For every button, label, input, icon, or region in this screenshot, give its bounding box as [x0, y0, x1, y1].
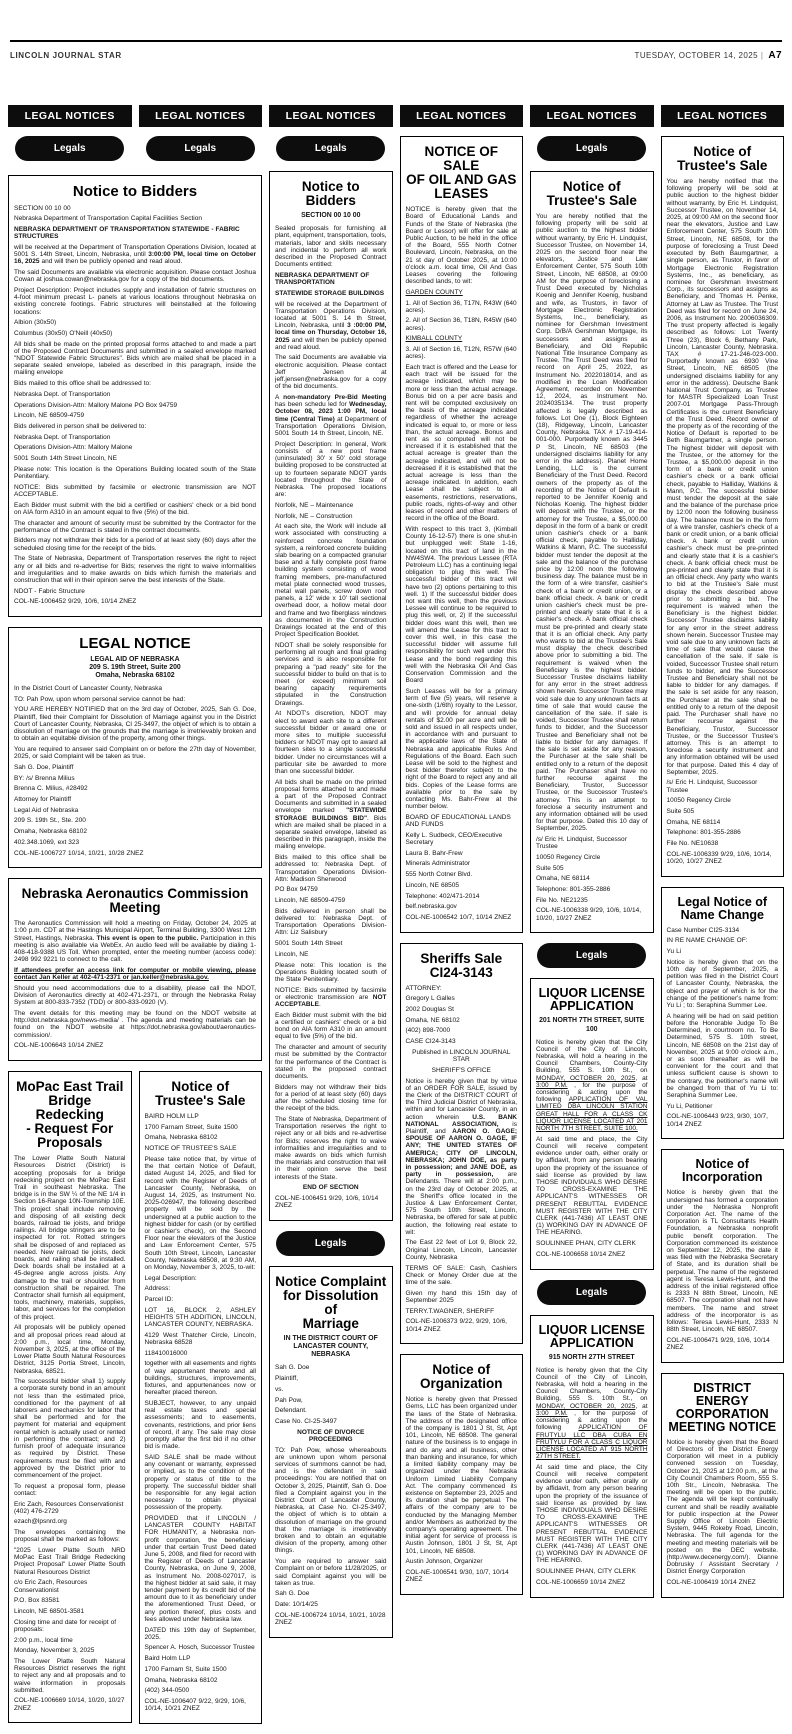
notice-paragraph: Nebraska Department of Transportation Capital Facilities Section	[14, 215, 202, 223]
legals-pill: Legals	[276, 136, 385, 161]
notice-paragraph: Closing time and date for receipt of proposals:	[14, 1618, 117, 1633]
notice-paragraph: You are hereby notified that the following property will be sold at public auction to the highest bidder without warranty, by Eric H. Lindquist, Successor Trustee, on November 14, 2025 on the second floor near the elevators, Justice and Law Enforcement Center, 575 South 10th Street, Lincoln, NE 68508, at 09:00 AM for the purpose of foreclosing a Trust Deed executed by Nicholas Koenig and Jennifer Koenig, husband and wife, as Trustors, in favor of Mortgage Electronic Registration Systems, Inc., beneficiary, as nominee for Gershman Investment Corp. D/B/A Gershman Mortgage, its successors and assigns as Beneficiary, and Old Republic National Title Insurance Company as Trustee. The Trust Deed was filed for record on April 25, 2022, as Instrument No. 2022018014, and as modified in the Loan Modification Agreement, recorded on November 12, 2024, as Instrument No. 2024035134. The trust property affected is legally described as follows. Lot One (1), Block Eighteen (18), Ridgeway, Lincoln, Lancaster County, Nebraska. TAX # 17-19-414-001-000. Purportedly known as 3445 P St, Lincoln, NE 68503 (the undersigned disclaims liability for any error in the address). Planet Home Lending, LLC is the current Beneficiary of the Trust Deed. Record owners of the property as of the recording of the Notice of Default is reported to be Jennifer Koenig and Nicholas Koenig. The highest bidder will deposit with the Trustee, or the attorney for the Trustee, a $5,000.00 deposit in the form of a bank or credit union cashier's check or a bank official check, payable to Halliday, Watkins & Mann, P.C. The successful bidder must tender the deposit at the sale and the balance of the purchase price by 12:00 noon the following business day. The balance must be in the form of a wire transfer, cashier's check of a bank or credit union, or a bank official check. A bank or credit union cashier's check must be pre-printed and clearly state that it is a cashier's check. A bank official check must be pre-printed and clearly state that it is an official check. Any party who wants to bid at the Trustee's Sale must display the check described above prior to submitting a bid. The requirement is waived when the Beneficiary is the highest bidder. Successor Trustee disclaims liability for any error in the street address shown herein. Successor Trustee may void sale due to any unknown facts at time of sale that would cause the cancellation of the sale. If sale is voided, Successor Trustee shall return funds to bidder, and the Successor Trustee and Beneficiary shall not be liable to bidder for any damages. If the sale is set aside for any reason, the Purchaser at the sale shall be entitled only to a return of the deposit paid. The Purchaser shall have no further recourse against the Beneficiary, Trustor, Successor Trustee, or the Successor Trustee's attorney. This is an attempt to foreclose a security instrument and any information obtained will be used for that purpose. Dated this 10 day of September, 2025.	[536, 213, 648, 833]
trustees-sale-baumgartner	[661, 136, 785, 877]
newspaper-page	[0, 40, 792, 1734]
notice-paragraph: The event details for this meeting may be found on the NDOT website at http://dot.nebraska.gov/news-media/ . The agenda and meeting materials can be found on the NDOT website at https://dot.nebraska.gov/about/aeronautics-commission/.	[14, 1010, 256, 1039]
notice-subtitle: 915 NORTH 27TH STREET	[548, 1353, 635, 1361]
notice-paragraph: Albion (30x50)	[14, 319, 57, 327]
dateline	[635, 50, 782, 61]
notice-paragraph: 402.348.1069, ext 323	[14, 838, 80, 846]
notice-paragraph: Pah Pow,	[275, 1396, 303, 1404]
notice-paragraph: Omaha, NE 68102	[405, 1016, 460, 1024]
notice-paragraph: SUBJECT, however, to any unpaid real estate taxes and special assessments; and to easements, covenants, restrictions, and prior liens of record, if any. The sale may close promptly after the first bid if no other bid is made.	[144, 1399, 256, 1451]
notice-paragraph: A hearing will be had on said petition before the Honorable Judge To Be Determined, in courtroom no. To Be Determined, 575 S. 10th street, Lincoln, NE 68508 on the 21st day of November, 2025 at 9:00 o'clock a.m., or as soon thereafter as will be convenient for the court and that unless sufficient cause is shown to the contrary, the petitioner's name will be changed from that of Yu Li to: Seraphina Summer Lee.	[666, 1012, 778, 1100]
notice-paragraph: 2. All of Section 36, T18N, R45W (640 acres).	[405, 317, 517, 332]
notice-paragraph: Parcel ID:	[144, 1296, 174, 1304]
notice-title: Legal Notice of Name Change	[677, 894, 768, 922]
legal-notice-dissolution	[8, 627, 262, 868]
notice-paragraph: ATTORNEY:	[405, 984, 442, 992]
notice-paragraph: 4129 West Thatcher Circle, Lincoln, Nebraska 68528	[144, 1331, 256, 1347]
notice-to-bidders-storage-buildings	[269, 171, 393, 1221]
notice-paragraph: 1700 Farnam Street, Suite 1500	[144, 1123, 238, 1131]
notice-paragraph: NEBRASKA DEPARTMENT OF TRANSPORTATION	[275, 271, 370, 287]
notice-paragraph: To request a proposal form, please contact:	[14, 1482, 126, 1497]
notice-paragraph: NOTICE OF TRUSTEE'S SALE	[144, 1145, 237, 1153]
notice-paragraph: Nebraska Dept. of Transportation	[14, 433, 111, 441]
notice-paragraph: Omaha, NE 68114	[536, 875, 590, 883]
pill-row	[8, 136, 262, 171]
notice-paragraph: Yu Li, Petitioner	[666, 1102, 713, 1110]
notice-title: DISTRICT ENERGY CORPORATION MEETING NOTICE	[668, 1380, 777, 1434]
legals-pill: Legals	[15, 136, 124, 161]
notice-paragraph: Operations Division-Attn: Mallory Malone	[14, 444, 133, 452]
notice-of-incorporation	[661, 1149, 785, 1362]
liquor-license-201-n-7th	[530, 978, 654, 1269]
notice-paragraph: Each Bidder must submit with the bid a certified or cashiers' check or a bid bond on AIA form A310 in an amount equal to five (5%) of the bid.	[275, 1011, 387, 1041]
notice-title: Notice of Trustee's Sale	[546, 179, 637, 209]
notice-paragraph: Omaha, Nebraska 68102	[144, 1676, 218, 1684]
notice-title: LIQUOR LICENSE APPLICATION	[538, 1322, 645, 1350]
notice-paragraph: TERMS OF SALE: Cash, Cashiers Check or Money Order due at the time of the sale.	[405, 1264, 517, 1286]
notice-paragraph: NDOT shall be solely responsible for performing all rough and final grading services and is also responsible for preparing a "pad ready" site for the successful bidder to build on that is to meet (or exceed) minimum soil bearing capacity requirements stipulated in the Construction Drawings.	[275, 641, 387, 707]
notice-paragraph: All bids shall be made on the printed proposal forms attached to and made a part of the Proposed Contract Documents and submitted in a sealed envelope marked "NDOT Statewide Fabric Structures". Bids which are mailed shall be placed in a separate sealed envelope, labeled as described in this paragraph, inside the mailing envelope	[14, 340, 256, 377]
notice-to-bidders-fabric-structures	[8, 175, 262, 617]
notice-paragraph: 2:00 p.m., local time	[14, 1636, 73, 1644]
notice-title: Notice of Incorporation	[681, 1157, 763, 1185]
notice-paragraph: Sah G. Doe	[275, 1590, 310, 1598]
notice-paragraph: Notice is hereby given that the City Council of the City of Lincoln, Nebraska, will hold a hearing in the Council Chambers, County-City Building, 555 S. 10th St., on MONDAY, OCTOBER 20, 2025, at 3:00 P.M. , for the purpose of considering & acting upon the following APPLICATION OF FRUTYLU LLC DBA CUBA EN FRUTYLU FOR A CLASS C LIQUOR LICENSE LOCATED AT 915 NORTH 27TH STREET.	[536, 1366, 648, 1461]
notice-paragraph: Monday, November 3, 2025	[14, 1647, 95, 1655]
notice-paragraph: KIMBALL COUNTY	[405, 335, 463, 343]
notice-paragraph: Please note: This location is the Operations Building located south of the State Penitentiary.	[275, 961, 387, 983]
notice-title: Notice Complaint for Dissolution of Marriage	[275, 1273, 387, 1331]
legal-notices-banner: LEGAL NOTICES	[269, 105, 393, 127]
legal-notices-banner: LEGAL NOTICES	[139, 105, 263, 127]
notice-paragraph: TERRY.T.WAGNER, SHERIFF	[405, 1307, 495, 1315]
notice-complaint-dissolution-marriage	[269, 1266, 393, 1638]
notice-paragraph: COL-NE-1006724 10/14, 10/21, 10/28 ZNEZ	[275, 1611, 386, 1627]
notice-subtitle: IN THE DISTRICT COURT OF LANCASTER COUNTY, NEBRASKA	[283, 1335, 378, 1359]
notice-paragraph: Eric Zach, Resources Conservationist (402) 476-2729	[14, 1500, 124, 1515]
notice-paragraph: Lincoln, NE 68505	[405, 881, 460, 889]
notice-paragraph: In the District Court of Lancaster County, Nebraska	[14, 685, 162, 693]
trustees-sale-baird-holm	[139, 1071, 263, 1724]
notice-subtitle: SECTION 00 10 00	[301, 212, 361, 220]
notice-paragraph: Lincoln, NE 68509-4759	[14, 412, 85, 420]
notice-paragraph: Published in LINCOLN JOURNAL STAR	[412, 1048, 511, 1064]
notice-paragraph: Sah G. Doe, Plaintiff	[14, 763, 74, 771]
notice-title: LEGAL NOTICE	[79, 635, 191, 653]
notice-paragraph: Defendant.	[275, 1407, 307, 1415]
notice-paragraph: Bids delivered in person shall be delivered to:	[14, 422, 147, 430]
notice-paragraph: Omaha, Nebraska 68102	[144, 1134, 218, 1142]
notice-paragraph: The said Documents are available via electronic acquisition. Please contact Jeff Jensen at jeff.jensen@nebraska.gov for a copy of the bid documents.	[275, 354, 387, 391]
notice-paragraph: Kelly L. Sudbeck, CEO/Executive Secretary	[405, 831, 503, 846]
notice-subtitle: 201 NORTH 7TH STREET, SUITE 100	[539, 1017, 645, 1033]
legals-pill: Legals	[537, 943, 646, 968]
notice-paragraph: STATEWIDE STORAGE BUILDINGS	[275, 289, 385, 297]
notice-title: Notice of Trustee's Sale	[677, 144, 768, 174]
notice-paragraph: At said time and place, the City Council will receive competent evidence under oath, either orally or by affidavit, from any person bearing upon the propriety of the issuance of said license as provided by law. THOSE INDIVIDUALS WHO DESIRE TO CROSS-EXAMINE THE APPLICANT'S WITNESSES OR PRESENT REBUTTAL EVIDENCE MUST REGISTER WITH THE CITY CLERK (441-7436) AT LEAST ONE (1) WORKING DAY IN ADVANCE OF THE HEARING.	[536, 1135, 648, 1237]
notice-paragraph: Brenna C. Milius, #28492	[14, 785, 88, 793]
notice-paragraph: You are required to answer said Complaint on or before 11/28/2025, or said Complaint against you will be taken as true.	[275, 1558, 387, 1587]
notice-paragraph: will be received at the Department of Transportation Operations Division, located at 5001 S. 14 th Street, Lincoln, Nebraska, until 3 :00:00 PM, local time on Thursday, October 16, 2025 and will then be publicly opened and read aloud.	[275, 300, 387, 351]
notice-paragraph: together with all easements and rights of way appurtenant thereto and all buildings, structures, improvements, fixtures, and appurtenances now or hereafter placed thereon.	[144, 1360, 256, 1397]
notice-paragraph: SOULINNEE PHAN, CITY CLERK	[536, 1568, 636, 1576]
notice-paragraph: 1. All of Section 36, T17N, R43W (640 acres).	[405, 299, 517, 314]
header-separator: |	[760, 51, 764, 60]
notice-of-organization	[400, 1354, 524, 1595]
notice-paragraph: COL-NE-1006658 10/14 ZNEZ	[536, 1250, 626, 1258]
notice-paragraph: 209 S. 19th St., Ste. 200	[14, 817, 86, 825]
notice-paragraph: Bids delivered in person shall be delivered to: Nebraska Dept. of Transportation Operations Division-Attn: Liz Salisbury	[275, 907, 387, 937]
page-number: A7	[768, 50, 782, 61]
notice-title: MoPac East Trail Bridge Redecking - Request For Proposals	[16, 1079, 124, 1151]
notice-paragraph: COL-NE-1006419 10/14 ZNEZ	[666, 1579, 756, 1587]
mopac-bridge-redecking-rfp	[8, 1071, 132, 1723]
notice-paragraph: SECTION 00 10 00	[14, 204, 71, 212]
legal-notices-grid	[0, 105, 792, 1734]
notice-paragraph: 10050 Regency Circle	[666, 797, 731, 805]
notice-paragraph: Suite 505	[536, 864, 564, 872]
notice-paragraph: Please take notice that, by virtue of the that certain Notice of Default, dated August 14, 2025, and filed for record with the Register of Deeds of Lancaster County, Nebraska, on August 14, 2025, as Instrument No. 2025-026947, the following described property will be sold by the undersigned at a public auction to the highest bidder for cash (or by certified or cashier's check), on the Second Floor near the elevators of the Justice and Law Enforcement Center, 575 South 10th Street, Lincoln, Lancaster County, Nebraska 68508, at 9:30 AM, on Monday, November 3, 2025, to-wit:	[144, 1155, 256, 1271]
notice-paragraph: 2002 Douglas St	[405, 1006, 454, 1014]
notice-paragraph: Omaha, NE 68114	[666, 818, 721, 826]
notice-paragraph: The East 22 feet of Lot 9, Block 22, Original Lincoln, Lincoln, Lancaster County, Nebraska	[405, 1239, 517, 1261]
notice-paragraph: File No. NE10638	[666, 840, 719, 848]
notice-paragraph: Telephone: 801-355-2886	[536, 886, 611, 894]
notice-paragraph: Notice is hereby given that the City Council of the City of Lincoln, Nebraska, will hold a hearing in the Council Chambers, County-City Building, 555 S. 10th St., on MONDAY, OCTOBER 20, 2025, at 3:00 P.M. , for the purpose of considering & acting upon the following APPLICATION OF VAL LIMITED DBA LINCOLN STATION GREAT HALL FOR A CLASS CK LIQUOR LICENSE LOCATED AT 201 NORTH 7TH STREET, SUITE 100.	[536, 1038, 648, 1133]
legal-notice-name-change	[661, 887, 785, 1140]
notice-paragraph: The said Documents are available via electronic acquisition. Please contact Joshua Cowan at joshua.cowan@nebraska.gov for a copy of the bid documents.	[14, 269, 256, 284]
notice-paragraph: A non-mandatory Pre-Bid Meeting has been schedu led for Wednesday, October 08, 2023 1:00 PM, local time (Central Time) at Department of Transportation Operations Division, 5001 South 14 th Street, Lincoln, NE.	[275, 393, 387, 437]
notice-paragraph: Plaintiff,	[275, 1375, 299, 1383]
notice-paragraph: Sealed proposals for furnishing all plant, equipment, transportation, tools, materials, labor and skills necessary and incidental to perform all work described in the Proposed Contract Documents entitled:	[275, 225, 387, 269]
notice-paragraph: COL-NE-1006541 9/30, 10/7, 10/14 ZNEZ	[405, 1568, 509, 1584]
notice-paragraph: Bidders may not withdraw their bids for a period of at least sixty (60) days after the scheduled closing time for the receipt of the bids.	[275, 1083, 387, 1113]
notice-paragraph: Bids mailed to this office shall be addressed to: Nebraska Dept. of Transportation Operations Division-Attn: Madison Sherwood	[275, 854, 387, 883]
notice-paragraph: Norfolk, NE – Construction	[275, 512, 353, 520]
notice-paragraph: Austin Johnson, Organizer	[405, 1558, 483, 1566]
notice-paragraph: Each Bidder must submit with the bid a certified or cashiers' check or a bid bond on AIA form A310 in an amount equal to five (5%) of the bid.	[14, 501, 256, 516]
notice-paragraph: will be received at the Department of Transportation Operations Division, located at 5001 S. 14th Street, Lincoln, Nebraska, until 3:00:00 PM, local time on October 16, 2025 and will then be publicly opened and read aloud.	[14, 243, 256, 266]
notice-paragraph: TO: Pah Pow, upon whom personal service cannot be had:	[14, 695, 186, 703]
notice-paragraph: COL-NE-1006542 10/7, 10/14 ZNEZ	[405, 913, 512, 921]
column-6	[661, 136, 785, 1608]
notice-paragraph: 10050 Regency Circle	[536, 853, 601, 861]
notice-title: Notice to Bidders	[301, 179, 360, 209]
notice-paragraph: The successful bidder shall 1) supply a corporate surety bond in an amount not less than the estimated price, conditioned for the payment of all laborers and mechanics for labor that shall be performed and for the payment for material and equipment rental which is actually used or rented in performing the contract; and 2) furnish proof of adequate insurance as required by District. These requirements must be filed with and approved by the District prior to commencement of the project.	[14, 1378, 126, 1479]
notice-paragraph: Bidders may not withdraw their bids for a period of at least sixty (60) days after the scheduled closing time for the receipt of the bids.	[14, 537, 256, 552]
notice-paragraph: c/o Eric Zach, Resources Conservationist	[14, 1579, 88, 1594]
notice-paragraph: Date: 10/14/25	[275, 1601, 318, 1609]
notice-paragraph: COL-NE-1006659 10/14 ZNEZ	[536, 1578, 626, 1586]
notice-paragraph: COL-NE-1006727 10/14, 10/21, 10/28 ZNEZ	[14, 849, 144, 857]
notice-paragraph: Notice is hereby given that Pressed Gems, LLC has been organized under the laws of the State of Nebraska. The address of the designated office of the company is 1801 J St, St, Apt 101, Lincoln, NE 68508. The general nature of the business is to engage in and do any and all business, other than banking and insurance, for which a limited liability company may be organized under the Nebraska Uniform Limited Liability Company Act. The company commenced its existence on September 23, 2025 and its duration shall be perpetual. The affairs of the company are to be conducted by the Managing Member and/or Members as authorized by the company's operating agreement. The initial agent for service of process is Austin Johnson, 1801 J St, St, Apt 101, Lincoln, NE 68508.	[405, 1396, 517, 1555]
notice-paragraph: Should you need accommodations due to a disability, please call the NDOT, Division of Aeronautics directly at 402-471-2371, or through the Nebraska Relay System at 800-833-7352 (TDD) or 800-833-0920 (V).	[14, 984, 256, 1007]
notice-paragraph: Project Description: Project includes supply and installation of fabric structures on 4-foot minimum precast L- panels at various locations throughout Nebraska on existing concrete footings. Fabric structures will beinstalled at the following locations:	[14, 286, 256, 316]
notice-paragraph: All bids shall be made on the printed proposal forms attached to and made a part of the Proposed Contract Documents and submitted in a sealed envelope marked "STATEWIDE STORAGE BUILDINGS BID". Bids which are mailed shall be placed in a separate sealed envelope, labeled as described in this paragraph, inside the mailing envelope.	[275, 778, 387, 851]
legals-pill: Legals	[146, 136, 255, 161]
column-5	[530, 136, 654, 1608]
notice-paragraph: COL-NE-1006373 9/22, 9/29, 10/6, 10/14 ZNEZ	[405, 1318, 507, 1333]
aeronautics-commission-meeting	[8, 878, 262, 1061]
notice-paragraph: Lincoln, NE 68509-4759	[275, 897, 346, 905]
notice-paragraph: All proposals will be publicly opened and all proposal prices read aloud at 2:00 p.m., local time, Monday, November 3, 2025, at the office of the Lower Platte South Natural Resources District, 3125 Portia Street, Lincoln, Nebraska, 68521.	[14, 1324, 126, 1375]
notice-paragraph: At said time and place, the City Council will receive competent evidence under oath, either orally or by affidavit, from any person bearing upon the propriety of the issuance of said license as provided by law. THOSE INDIVIDUALS WHO DESIRE TO CROSS-EXAMINE THE APPLICANT'S WITNESSES OR PRESENT REBUTTAL EVIDENCE MUST REGISTER WITH THE CITY CLERK (441-7436) AT LEAST ONE (1) WORKING DAY IN ADVANCE OF THE HEARING.	[536, 1463, 648, 1565]
column-4	[400, 136, 524, 1605]
notice-paragraph: File No. NE21235	[536, 896, 588, 904]
notice-paragraph: At each site, the Work will include all work associated with constructing a reinforced concrete foundation system, a reinforced concrete building slab bearing on a compacted granular base and a fully complete post frame building system consisting of wood framing members, pre-manufactured metal plate connected wood trusses, metal wall panels, screw down roof panels, a 12' wide x 10' tall sectional overhead door, a hollow metal door and frame and two fiberglass windows as documented in the Construction Drawings located at the end of this Project Specification Booklet.	[275, 523, 387, 639]
notice-paragraph: Given my hand this 15th day of September 2025	[405, 1289, 517, 1304]
notice-paragraph: NOTICE OF DIVORCE PROCEEDING	[297, 1428, 365, 1443]
notice-title: Notice of Organization	[419, 1362, 503, 1392]
notice-paragraph: With respect to this tract 3, (Kimball County 16-12-57) there is one shut-in but unplugged well: State 1-16, located on this tract of land in the NW4SW4. The previous Lessee (RTA Petroleum LLC) has a continuing legal obligation to plug this well. The successful bidder of this tract will have two (2) options pertaining to this well. 1) If the successful bidder does not want this well, then the previous Lessee will continue to be required to plug this well, or, 2) If the successful bidder does want this well, then we will amend the Lease for this tract to cover this well, in this case the successful bidder will assume full responsibility for such well under this Lease and the bond regarding this well with the Nebraska Oil And Gas Conservation Commission and the Board	[405, 525, 517, 685]
legal-notices-banner: LEGAL NOTICES	[661, 105, 785, 127]
notice-paragraph: vs.	[275, 1385, 284, 1393]
columns-1-2	[8, 136, 262, 1734]
notice-paragraph: (402) 344-0500	[144, 1687, 190, 1695]
notice-paragraph: COL-NE-1006443 9/23, 9/30, 10/7, 10/14 ZNEZ	[666, 1113, 768, 1128]
notice-paragraph: ezach@lpsnrd.org	[14, 1518, 67, 1526]
notice-paragraph: Telephone: 801-355-2886	[666, 829, 741, 837]
column-3	[269, 136, 393, 1648]
notice-paragraph: You are required to answer said Complaint on or before the 27th day of November, 2025, or said Complaint will be taken as true.	[14, 745, 256, 761]
notice-title: LIQUOR LICENSE APPLICATION	[538, 986, 645, 1014]
notice-paragraph: NDOT - Fabric Structure	[14, 587, 85, 595]
notice-paragraph: Each tract is offered and the Lease for each tract will be issued for the acreage indicated, which may be more or less than the actual acreage. Bonus bid on a per acre basis and rent will be computed exclusively on the basis of the acreage indicated regardless of whether the acreage indicated is equal to, or more or less than, the actual acreage. Bonus and rent as so computed will not be increased if it is established that the actual acreage is greater than the acreage indicated, and will not be decreased if it is established that the actual acreage is less than the acreage indicated. In addition, each Lease shall be subject to all easements, restrictions, reservations, public roads, rights-of-way and other leases of record and other matters of record in the office of the Board.	[405, 363, 517, 523]
notice-paragraph: Columbus (30x50) O'Neill (40x50)	[14, 329, 113, 337]
notice-paragraph: /s/ Eric H. Lindquist, Successor Trustee	[536, 836, 627, 851]
notice-paragraph: COL-NE-1006669 10/14, 10/20, 10/27 ZNEZ	[14, 1697, 125, 1712]
notice-paragraph: Bids mailed to this office shall be addressed to:	[14, 380, 151, 388]
notice-title: Notice of Trustee's Sale	[155, 1079, 246, 1109]
notice-paragraph: Sah G. Doe	[275, 1364, 310, 1372]
notice-paragraph: Notice is hereby given that by virtue of an ORDER FOR SALE, issued by the Clerk of the DISTRICT COURT of the Third Judicial District of Nebraska, within and for Lancaster County, in an action wherein U.S. BANK NATIONAL ASSOCIATION, is Plaintiff, and AARON O. GAGE; SPOUSE OF AARON O. GAGE, IF ANY; THE UNITED STATES OF AMERICA; CITY OF LINCOLN, NEBRASKA; JOHN DOE, as party in possession; and JANE DOE, as party in possession, are Defendants. There will at 2:00 p.m., on the 23rd day of October 2025, at the Sheriff's office located in the Justice & Law Enforcement Center, 575 South 10th Street, Lincoln, Nebraska, be offered for sale at public auction, the following real estate to wit:	[405, 1077, 517, 1236]
masthead-row	[0, 42, 792, 61]
legal-notices-banner: LEGAL NOTICES	[530, 105, 654, 127]
notice-paragraph: BAIRD HOLM LLP	[144, 1113, 199, 1121]
notice-paragraph: BY: /s/ Brenna Milius	[14, 774, 75, 782]
notice-paragraph: Project Description: In general, Work consists of a new post frame (uninsulated) 30' x 50' cold storage building proposed to be constructed at up to fourteen separate NDOT yards located throughout the State of Nebraska. The proposed locations are:	[275, 440, 387, 499]
district-energy-meeting-notice	[661, 1373, 785, 1598]
notice-paragraph: The character and amount of security must be submitted by the Contractor for the performance of the Contract is stated in the proposed contract documents.	[275, 1044, 387, 1080]
notice-paragraph: 118410016000	[144, 1349, 188, 1357]
notice-paragraph: Lincoln, NE 68501-3581	[14, 1607, 85, 1615]
sheriffs-sale-ci24-3143	[400, 943, 524, 1345]
notice-title: NOTICE OF SALE OF OIL AND GAS LEASES	[406, 144, 517, 202]
notice-paragraph: SOULINNEE PHAN, CITY CLERK	[536, 1240, 636, 1248]
notice-paragraph: 5001 South 14th Street Lincoln, NE	[14, 455, 117, 463]
notice-paragraph: Attorney for Plaintiff	[14, 795, 72, 803]
bottom-split-row	[8, 1071, 262, 1734]
notice-paragraph: END OF SECTION	[302, 1184, 359, 1192]
notice-paragraph: DATED this 19th day of September, 2025.	[144, 1626, 256, 1641]
notice-paragraph: Please note: This location is the Operations Building located south of the State Penitentiary.	[14, 465, 256, 480]
notice-paragraph: GARDEN COUNTY	[405, 288, 463, 296]
notice-paragraph: TO: Pah Pow, whose whereabouts are unknown upon whom personal services of summons cannot be had, and is the defendant in said proceedings: You are notified that on October 3, 2025, Plaintiff, Sah G. Doe filed a Complaint against you in the District Court of Lancaster County, Nebraska, at Case No. CI-25-3497, the object of which is to obtain a dissolution of marriage on the ground that the marriage is irretrievably broken and to obtain an equitable division of the property, among other things.	[275, 1446, 387, 1555]
notice-paragraph: NEBRASKA DEPARTMENT OF TRANSPORTATION STATEWIDE - FABRIC STRUCTURES	[14, 226, 240, 241]
notice-paragraph: COL-NE-1006339 9/29, 10/6, 10/14, 10/20, 10/27 ZNEZ	[666, 850, 772, 866]
notice-paragraph: Notice is hereby given that the undersigned has formed a corporation under the Nebraska Nonprofit Corporation Act. The name of the corporation is TL Consultants Health Foundation, a Nebraska nonprofit public benefit corporation. The Corporation commenced its existence on September 12, 2025, the date it was filed with the Nebraska Secretary of State, and its duration shall be perpetual. The name of the registered agent is Teresa Lewis-Hunt, and the address of the initial registered office is 2333 N 88th Street, Lincoln, NE 68507. The corporation shall not have members. The name and street address of the incorporator is as follows: Teresa Lewis-Hunt, 2333 N 88th Street, Lincoln, NE 68507.	[666, 1189, 778, 1334]
notice-paragraph: Notice is hereby given that the Board of Directors of the District Energy Corporation will meet in a publicly convened session on Tuesday, October 21, 2025 at 12:00 p.m., at the City Council Chambers Room, 555 S. 10th Str., Lincoln, Nebraska. The meeting will be open to the public. The agenda will be kept continually current and shall be readily available for public inspection at the Power Supply Office of Lincoln Electric System, 9445 Rokeby Road, Lincoln, Nebraska. The full agenda for the meeting and meeting materials will be posted on the DEC website. (http://www.decenergy.com/). Dianne Dobrusky / Assistant Secretary / District Energy Corporation	[666, 1438, 778, 1576]
notice-paragraph: /s/ Eric H. Lindquist, Successor Trustee	[666, 779, 758, 794]
notice-paragraph: Operations Division-Attn: Mallory Malone PO Box 94759	[14, 401, 178, 409]
notice-paragraph: PO Box 94759	[275, 886, 318, 894]
notice-paragraph: CASE CI24-3143	[405, 1038, 456, 1046]
legal-notices-banner: LEGAL NOTICES	[8, 105, 132, 127]
legal-notices-banner: LEGAL NOTICES	[400, 105, 524, 127]
notice-paragraph: COL-NE-1006643 10/14 ZNEZ	[14, 1042, 104, 1050]
notice-paragraph: YOU ARE HEREBY NOTIFIED that on the 3rd day of October, 2025, Sah G. Doe, Plaintiff, filed their Complaint for Dissolution of Marriage against you in the District Court of Lancaster County, Nebraska, CI 25-3497, the object of which is to obtain a dissolution of marriage on the grounds that the marriage is irretrievably broken and to obtain an equitable division of the property, among other things.	[14, 706, 256, 743]
notice-paragraph: "2025 Lower Platte South NRD MoPac East Trail Bridge Redecking Project Proposal" Lower Platte South Natural Resources District	[14, 1547, 126, 1576]
notice-paragraph: (402) 898-7000	[405, 1027, 451, 1035]
notice-paragraph: Minerals Administrator	[405, 860, 470, 868]
notice-paragraph: PROVIDED that if LINCOLN / LANCASTER COUNTY HABITAT FOR HUMANITY, a Nebraska non-profit corporation, the beneficiary under that certain Trust Deed dated June 5, 2008, and filed for record with the Register of Deeds of Lancaster County, Nebraska, on June 9, 2008, as Instrument No. 2008-027017, is the highest bidder at said sale, it may tender payment by its credit bid of the amount due to it as beneficiary under the aforementioned Trust Deed, or any portion thereof, plus costs and fees allowed under Nebraska law.	[144, 1515, 256, 1623]
notice-paragraph: NOTICE is hereby given that the Board of Educational Lands and Funds of the State of Nebraska (the Board or Lessor) will offer for sale at Public Auction, to be held in the office of the Board, 555 North Cotner Boulevard, Lincoln, Nebraska, on the 21 st day of October 2025, at 10:00 o'clock a.m. local time, Oil And Gas Leases covering the following described lands, to wit:	[405, 206, 517, 286]
notice-paragraph: The State of Nebraska, Department of Transportation reserves the right to reject any or all bids and re-advertise for Bids; reserves the right to waive informalities and irregularities and to make awards on bids which furnish the materials and construction that will in their opinion serve the best interests of the State.	[14, 555, 256, 584]
date-text: TUESDAY, OCTOBER 14, 2025	[634, 51, 758, 60]
notice-paragraph: Norfolk, NE – Maintenance	[275, 501, 354, 509]
notice-paragraph: belf.nebraska.gov	[405, 903, 457, 911]
notice-paragraph: Lincoln, NE	[275, 950, 309, 958]
notice-paragraph: 5001 South 14th Street	[275, 940, 343, 948]
notice-title: Nebraska Aeronautics Commission Meeting	[21, 886, 249, 916]
notice-paragraph: 3. All of Section 16, T12N, R57W (640 acres).	[405, 346, 517, 361]
notice-paragraph: 555 North Cotner Blvd.	[405, 871, 473, 879]
notice-paragraph: Telephone: 402/471-2014	[405, 892, 480, 900]
notice-paragraph: COL-NE-1006471 9/29, 10/6, 10/14 ZNEZ	[666, 1336, 770, 1352]
legals-pill: Legals	[537, 136, 646, 161]
oil-and-gas-lease-sale-notice	[400, 136, 524, 933]
notice-paragraph: COL-NE-1006451 9/29, 10/6, 10/14 ZNEZ	[275, 1194, 379, 1210]
notice-paragraph: The envelopes containing the proposal shall be marked as follows:	[14, 1529, 126, 1544]
notice-paragraph: IN RE NAME CHANGE OF:	[666, 937, 748, 945]
notice-paragraph: NOTICE: Bids submitted by facsimile or electronic transmission are NOT ACCEPTABLE.	[14, 483, 256, 498]
notice-paragraph: COL-NE-1006452 9/29, 10/6, 10/14 ZNEZ	[14, 598, 137, 606]
notice-paragraph: Suite 505	[666, 808, 695, 816]
notice-title: Sheriffs Sale CI24-3143	[420, 950, 503, 980]
trustees-sale-koenig	[530, 171, 654, 933]
notice-paragraph: The Aeronautics Commission will hold a meeting on Friday, October 24, 2025 at 1:00 p.m. CDT at the Hastings Municipal Airport, Terminal Building, 3300 West 12th Street, Hastings, Nebraska. This event is open to the public. Participation in this meeting is also available via WebEx. An audio feed will be available by dialing 1-408-418-9388 US Toll. When prompted, enter the meeting number (access code): 2498 992 9221 to connect to the call.	[14, 920, 257, 964]
notice-paragraph: Spencer A. Hosch, Successor Trustee	[144, 1644, 255, 1652]
notice-paragraph: Legal Description:	[144, 1274, 197, 1282]
notice-paragraph: LOT 16, BLOCK 2, ASHLEY HEIGHTS 5TH ADDITION, LINCOLN, LANCASTER COUNTY, NEBRASKA.	[144, 1306, 256, 1329]
notice-paragraph: The Lower Platte South Natural Resources District reserves the right to reject any and all proposals and to waive information in proposals submitted.	[14, 1657, 126, 1694]
notice-paragraph: The character and amount of security must be submitted by the Contractor for the performance of the Contract is stated in the contract documents.	[14, 519, 256, 534]
notice-paragraph: Gregory L Galles	[405, 995, 455, 1003]
notice-paragraph: Legal Aid of Nebraska	[14, 806, 79, 814]
notice-paragraph: Address:	[144, 1285, 171, 1293]
notice-paragraph: SAID SALE shall be made without any covenant or warranty, expressed or implied, as to the condition of the property or status of title to the property. The successful bidder shall be responsible for any legal action necessary to obtain physical possession of the property.	[144, 1453, 256, 1512]
notice-paragraph: Notice is hereby given that on the 10th day of September, 2025, a petition was filed in the District Court of Lancaster County, Nebraska, the object and prayer of which is for the change of the petitioner's name from: Yu Li ; to: Seraphina Summer Lee.	[666, 958, 778, 1010]
legals-pill: Legals	[537, 1280, 646, 1305]
notice-paragraph: Omaha, Nebraska 68102	[14, 828, 88, 836]
notice-paragraph: Case Number CI25-3134	[666, 926, 740, 934]
notice-subtitle: LEGAL AID OF NEBRASKA 209 S. 19th Street, Suite 200 Omaha, Nebraska 68102	[89, 655, 181, 679]
notice-paragraph: The Lower Platte South Natural Resources District (District) is accepting proposals for a bridge redecking project on the MoPac East Trail in southeast Nebraska. The bridge is in the SW ¼ of the NE 1/4 in Section 16-Range 10N-Township 10E. This project shall include removing and disposing of all existing deck boards, railroad tie joists, and bridge railings. All bridge stringers are to be inspected for rot. Rotted stringers shall be disposed of and replaced as needed. New railroad tie joists, deck boards, and railing shall be installed. Deck boards shall be installed at a 45-degree angle across joists. Any damage to the trail or shoulder from construction shall be repaired. The Contractor shall furnish all equipment, tools, machinery, materials, supplies, labor, and services for the completion of this project.	[14, 1155, 126, 1321]
notice-paragraph: Yu Li	[666, 948, 682, 956]
legals-pill: Legals	[276, 1231, 385, 1256]
notice-paragraph: COL-NE-1006407 9/22, 9/29, 10/6, 10/14, 10/21 ZNEZ	[144, 1698, 246, 1713]
notice-paragraph: Case No. CI-25-3497	[275, 1417, 337, 1425]
notice-paragraph: NOTICE: Bids submitted by facsimile or electronic transmission are NOT ACCEPTABLE.	[275, 986, 387, 1009]
masthead: LINCOLN JOURNAL STAR	[10, 51, 122, 60]
notice-paragraph: SHERIFF'S OFFICE	[431, 1066, 491, 1074]
notice-paragraph: If attendees prefer an access link for computer or mobile viewing, please contact Jan Keller at 402-471-2371 or jan.keller@nebraska.gov.	[14, 966, 256, 982]
notice-paragraph: BOARD OF EDUCATIONAL LANDS AND FUNDS	[405, 813, 511, 829]
notice-paragraph: Laura B. Bahr-Frew	[405, 849, 463, 857]
notice-paragraph: The State of Nebraska, Department of Transportation reserves the right to reject any or all bids and re-advertise for Bids; reserves the right to waive informalities and irregularities and to make awards on bids which furnish the materials and construction that will in their opinion serve the best interests of the State.	[275, 1115, 387, 1181]
notice-paragraph: P.O. Box 83581	[14, 1597, 60, 1605]
notice-paragraph: Such Leases will be for a primary term of five (5) years, will reserve a one-sixth (1/6th) royalty to the Lessor, and will provide for annual delay rentals of $2.00 per acre and will be sold and issued in all respects under, in accordance with and pursuant to the applicable laws of the State of Nebraska and applicable Rules And Regulations of the Board. Each such Lease will be sold to the highest and best bidder therefor subject to the right of the Board to reject any and all bids. Copies of the Lease forms are available prior to the sale by contacting Ms. Bahr-Frew at the number below.	[405, 687, 517, 811]
notice-paragraph: At NDOT's discretion, NDOT may elect to award each site to a different successful bidder or award one or more sites to multiple successful bidders or NDOT may opt to award all fourteen sites to a single successful bidder. Under no circumstances will a particular site be awarded to more than one successful bidder.	[275, 710, 387, 775]
notice-paragraph: Baird Holm LLP	[144, 1655, 191, 1663]
notice-paragraph: You are hereby notified that the following property will be sold at public auction to the highest bidder without warranty, by Eric H. Lindquist, Successor Trustee, on November 14, 2025, at 09:00 AM on the second floor near the elevators, Justice and Law Enforcement Center, 575 South 10th Street, Lincoln, NE 68508, for the purpose of foreclosing a Trust Deed executed by Beth Baumgartner, a single person, as Trustor, in favor of Mortgage Electronic Registration Systems, Inc., as beneficiary, as nominee for Gershman Investment Corp., its successors and assigns as Beneficiary, and Thomas H. Penke, Attorney at Law as Trustee. The Trust Deed was filed for record on June 24, 2006, as Instrument No. 2006036309. The trust property affected is legally described as follows: Lot Twenty Three (23), Block 6, Bethany Park, Lincoln, Lancaster County, Nebraska. TAX # 17-21-246-023-000. Purportedly known as 6930 Vine Street, Lincoln, NE 68505 (the undersigned disclaims liability for any error in the address). Deutsche Bank National Trust Company, as Trustee for MASTR Specialized Loan Trust 2007-01 Mortgage Pass-Through Certificates is the current Beneficiary of the Trust Deed. Record owner of the property as of the recording of the Notice of Default is reported to be Beth Baumgartner, a single person. The highest bidder will deposit with the Trustee, or the attorney for the Trustee, a $5,000.00 deposit in the form of a bank or credit union cashier's check or a bank official check, payable to Halliday, Watkins & Mann, P.C. The successful bidder must tender the deposit at the sale and the balance of the purchase price by 12:00 noon the following business day. The balance must be in the form of a wire transfer, cashier's check of a bank or credit union, or a bank official check. A bank or credit union cashier's check must be pre-printed and clearly state that it is a cashier's check. A bank official check must be pre-printed and clearly state that it is an official check. Any party who wants to bid at the Trustee's Sale must display the check described above prior to submitting a bid. The requirement is waived when the Beneficiary is the highest bidder. Successor Trustee disclaims liability for any error in the street address shown herein. Successor Trustee may void sale due to any unknown facts at time of sale that would cause the cancellation of the sale. If sale is voided, Successor Trustee shall return funds to bidder, and the Successor Trustee and Beneficiary shall not be liable to bidder for any damages. If the sale is set aside for any reason, the Purchaser at the sale shall be entitled only to a return of the deposit paid. The Purchaser shall have no further recourse against the Beneficiary, Trustor, Successor Trustee, or the Successor Trustee's attorney. This is an attempt to foreclose a security instrument and any information obtained will be used for that purpose. Dated this 4 day of September, 2025.	[666, 178, 778, 776]
notice-title: Notice to Bidders	[72, 183, 198, 200]
notice-paragraph: COL-NE-1006338 9/29, 10/6, 10/14, 10/20, 10/27 ZNEZ	[536, 907, 642, 922]
notice-paragraph: Nebraska Dept. of Transportation	[14, 390, 111, 398]
notice-paragraph: 1700 Farnam St, Suite 1500	[144, 1665, 227, 1673]
liquor-license-915-n-27th	[530, 1315, 654, 1598]
